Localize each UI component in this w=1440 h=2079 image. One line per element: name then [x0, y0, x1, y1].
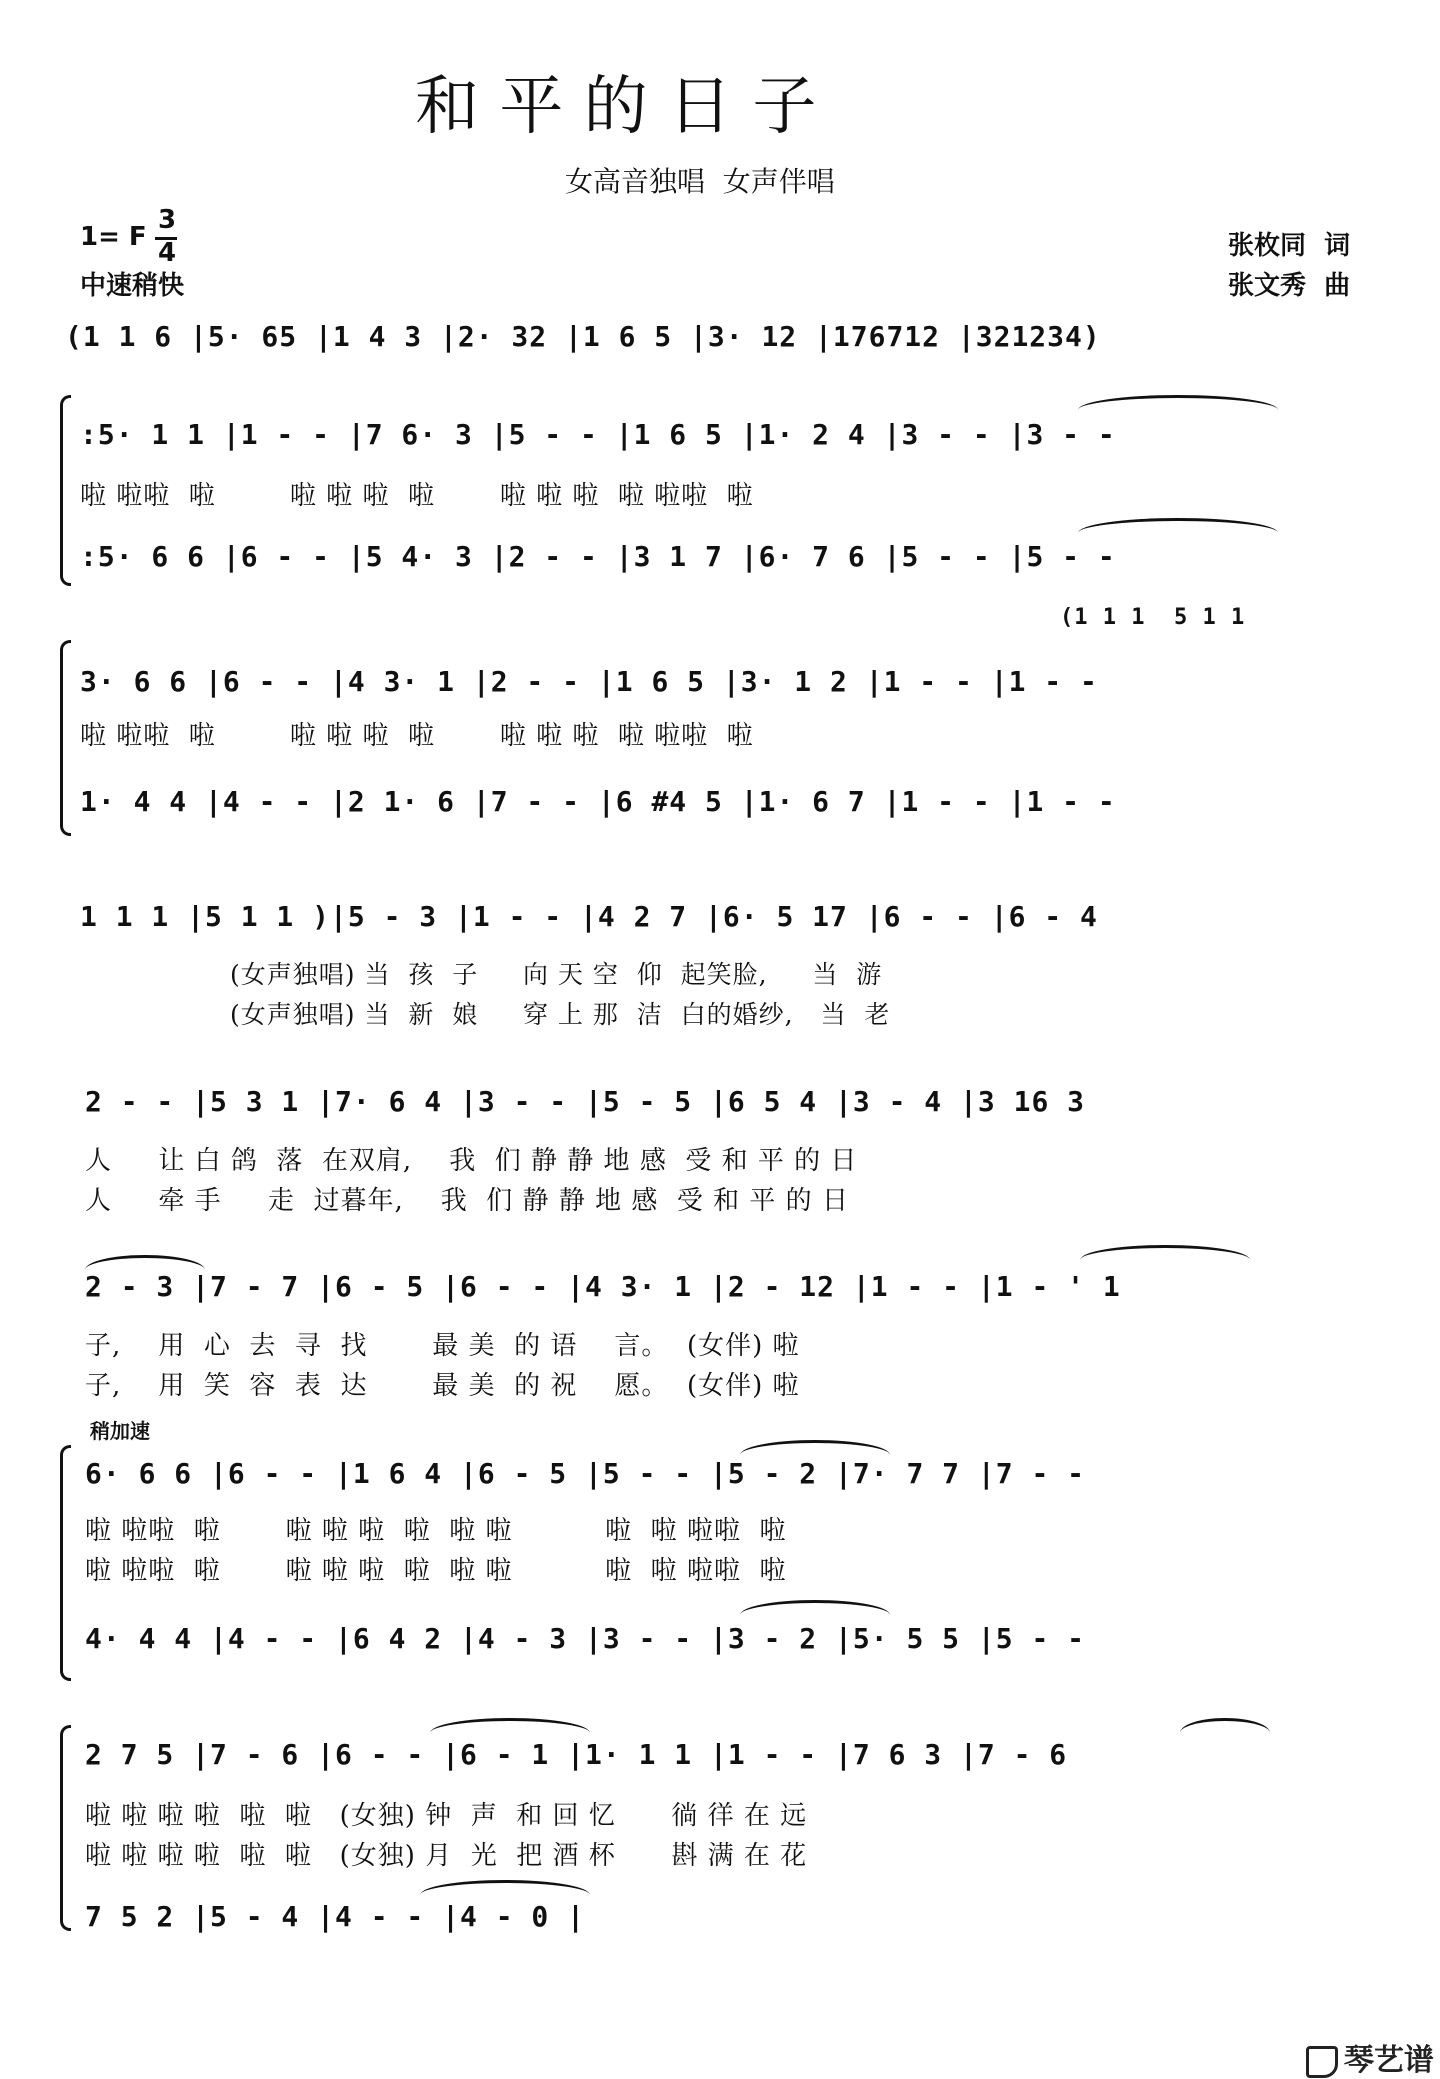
- tempo-change-marking: 稍加速: [90, 1419, 150, 1443]
- tie-arc: [420, 1880, 590, 1895]
- score-line: 2 - - |5 3 1 |7· 6 4 |3 - - |5 - 5 |6 5 4 |3 - 4 |3 16 3: [85, 1085, 1086, 1118]
- score-line: 4· 4 4 |4 - - |6 4 2 |4 - 3 |3 - - |3 - 2 |5· 5 5 |5 - -: [85, 1622, 1086, 1655]
- score-line: 1· 4 4 |4 - - |2 1· 6 |7 - - |6 #4 5 |1· 6 7 |1 - - |1 - -: [80, 785, 1116, 818]
- lyric-line: 啦 啦 啦 啦 啦 啦 (女独) 月 光 把 酒 杯 斟 满 在 花: [85, 1841, 808, 1871]
- tie-arc: [1078, 518, 1278, 533]
- tie-arc: [1078, 395, 1278, 410]
- subtitle: 女高音独唱 女声伴唱: [565, 165, 835, 198]
- system-brace: [60, 1445, 71, 1681]
- tie-arc: [740, 1600, 890, 1615]
- tempo-marking: 中速稍快: [80, 271, 185, 301]
- lyric-line: 啦 啦啦 啦 啦 啦 啦 啦 啦 啦 啦 啦 啦啦 啦: [85, 1556, 787, 1586]
- score-line: (1 1 6 |5· 65 |1 4 3 |2· 32 |1 6 5 |3· 12 |176712 |321234): [65, 320, 1101, 353]
- score-line: 2 7 5 |7 - 6 |6 - - |6 - 1 |1· 1 1 |1 - - |7 6 3 |7 - 6: [85, 1738, 1068, 1771]
- lyric-line: 啦 啦啦 啦 啦 啦 啦 啦 啦 啦 啦 啦 啦啦 啦: [80, 721, 754, 751]
- lyric-line: 人 让 白 鸽 落 在双肩, 我 们 静 静 地 感 受 和 平 的 日: [85, 1146, 858, 1176]
- lyric-line: 子, 用 笑 容 表 达 最 美 的 祝 愿。 (女伴) 啦: [85, 1371, 800, 1401]
- score-line: :5· 1 1 |1 - - |7 6· 3 |5 - - |1 6 5 |1· 2 4 |3 - - |3 - -: [80, 418, 1116, 451]
- score-line: :5· 6 6 |6 - - |5 4· 3 |2 - - |3 1 7 |6· 7 6 |5 - - |5 - -: [80, 540, 1116, 573]
- watermark-logo: [1285, 2000, 1434, 2079]
- key-signature: 1= F: [80, 222, 147, 252]
- lyric-line: 啦 啦啦 啦 啦 啦 啦 啦 啦 啦 啦 啦 啦啦 啦: [85, 1516, 787, 1546]
- time-signature-numerator: 3: [158, 205, 177, 235]
- lyric-line: 啦 啦啦 啦 啦 啦 啦 啦 啦 啦 啦 啦 啦啦 啦: [80, 481, 754, 511]
- score-line: 3· 6 6 |6 - - |4 3· 1 |2 - - |1 6 5 |3· 1 2 |1 - - |1 - -: [80, 665, 1098, 698]
- score-line: 6· 6 6 |6 - - |1 6 4 |6 - 5 |5 - - |5 - 2 |7· 7 7 |7 - -: [85, 1457, 1086, 1490]
- lyricist-credit: 张枚同 词: [1228, 231, 1351, 261]
- tie-arc: [430, 1718, 590, 1733]
- lyric-line: 人 牵 手 走 过暮年, 我 们 静 静 地 感 受 和 平 的 日: [85, 1186, 849, 1216]
- logo-icon: [1306, 2046, 1338, 2078]
- composer-credit: 张文秀 曲: [1228, 271, 1351, 301]
- score-line: (1 1 1 5 1 1: [1060, 605, 1246, 630]
- score-line: 7 5 2 |5 - 4 |4 - - |4 - 0 |: [85, 1900, 586, 1933]
- lyric-line: 子, 用 心 去 寻 找 最 美 的 语 言。 (女伴) 啦: [85, 1331, 800, 1361]
- tie-arc: [740, 1440, 890, 1455]
- watermark-text: 琴艺谱: [1343, 2043, 1434, 2078]
- score-line: 2 - 3 |7 - 7 |6 - 5 |6 - - |4 3· 1 |2 - 12 |1 - - |1 - ' 1: [85, 1270, 1121, 1303]
- tie-arc: [1180, 1718, 1270, 1733]
- tie-arc: [85, 1255, 205, 1270]
- system-brace: [60, 395, 71, 586]
- lyric-line: (女声独唱) 当 孩 子 向 天 空 仰 起笑脸, 当 游: [230, 960, 883, 989]
- system-brace: [60, 1725, 71, 1931]
- time-signature-denominator: 4: [158, 238, 177, 268]
- score-line: 1 1 1 |5 1 1 )|5 - 3 |1 - - |4 2 7 |6· 5 17 |6 - - |6 - 4: [80, 900, 1098, 933]
- tie-arc: [1080, 1245, 1250, 1260]
- lyric-line: 啦 啦 啦 啦 啦 啦 (女独) 钟 声 和 回 忆 徜 徉 在 远: [85, 1801, 808, 1831]
- lyric-line: (女声独唱) 当 新 娘 穿 上 那 洁 白的婚纱, 当 老: [230, 1000, 891, 1029]
- page-title: 和 平 的 日 子: [415, 70, 817, 144]
- system-brace: [60, 640, 71, 836]
